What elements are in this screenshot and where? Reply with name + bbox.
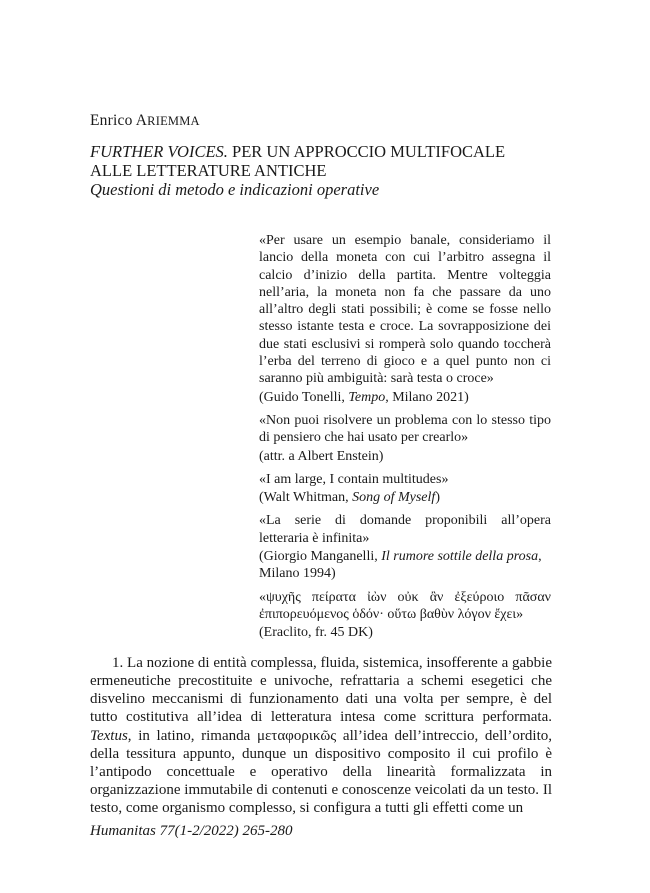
epigraph-quote: «I am large, I contain multitudes» (259, 471, 449, 487)
epigraph (259, 232, 551, 406)
title-line1-rest: PER UN APPROCCIO MULTIFOCALE (227, 142, 506, 161)
body-text (90, 654, 552, 817)
source-text: (attr. a Albert Enstein) (259, 448, 384, 464)
paragraph (90, 654, 552, 817)
article-subtitle: Questioni di metodo e indicazioni operative (90, 180, 380, 199)
epigraph-source (259, 624, 551, 641)
epigraph (259, 512, 551, 582)
author-first: Enrico (90, 112, 133, 129)
source-text: (Guido Tonelli, (259, 389, 349, 405)
source-work: Il rumore sottile della prosa (381, 549, 539, 565)
epigraph-source (259, 389, 551, 406)
epigraph-quote: «Per usare un esempio banale, consideriamo il lancio della moneta con cui l’arbitro assegna il calcio d’inizio della partita. Mentre volteggia nell’aria, la moneta non fa che passare da uno all’altro degli stati possibili; è come se fosse nello stesso istante testa e croce. La sovrapposizione dei due stati esclusivi si romperà solo quando toccherà l’erba del terreno di gioco e a quel punto non ci saranno più ambiguità: sarà testa o croce» (259, 233, 551, 387)
title-italic-part: FURTHER VOICES. (90, 142, 228, 161)
source-text: (Giorgio Manganelli, (259, 549, 382, 565)
epigraph (259, 471, 551, 507)
source-work: Song of Myself (352, 490, 436, 506)
epigraph-quote: «Non puoi risolvere un problema con lo stesso tipo di pensiero che hai usato per crearlo» (259, 412, 551, 446)
epigraph-source (259, 489, 551, 506)
source-text: ) (435, 490, 440, 506)
epigraph-quote: «ψυχῆς πείρατα ἰὼν οὐκ ἂν ἐξεύροιο πᾶσαν ἐπιπορευόμενος ὁδόν· οὕτω βαθὺν λόγον ἔχει» (259, 589, 551, 622)
source-text: , Milano 1994) (259, 549, 542, 582)
article-title (90, 142, 560, 199)
source-work: Tempo (348, 389, 386, 405)
epigraphs (259, 232, 551, 648)
title-line2: ALLE LETTERATURE ANTICHE (90, 161, 327, 180)
source-text: (Walt Whitman, (259, 490, 353, 506)
journal-citation: Humanitas 77(1-2/2022) 265-280 (90, 823, 293, 839)
epigraph-quote: «La serie di domande proponibili all’opera letteraria è infinita» (259, 513, 551, 546)
epigraph-source (259, 448, 551, 465)
author-last: ARIEMMA (135, 112, 200, 129)
epigraph (259, 412, 551, 465)
paragraph-text: , in latino, rimanda μεταφορικῶς all’idea dell’intreccio, dell’ordito, della tessitura appunto, dunque un dispositivo composito il cui profilo è l’antipodo concettuale e operativo della linearità formalizzata in organizzazione immutabile di contenuti e conoscenze veicolati da un testo. Il testo, come organismo complesso, si configura a tutti gli effetti come un (90, 727, 552, 817)
author-name (90, 112, 200, 130)
paragraph-italic: Textus (90, 727, 128, 744)
epigraph-source (259, 548, 551, 583)
source-text: , Milano 2021) (385, 389, 469, 405)
source-text: (Eraclito, fr. 45 DK) (259, 625, 373, 641)
paragraph-text: 1. La nozione di entità complessa, fluida, sistemica, insofferente a gabbie ermeneutiche precostituite e univoche, refrattaria a schemi esegetici che disvelino meccanismi di funzionamento dati una volta per sempre, è del tutto costitutiva all’idea di letteratura intesa come scrittura performata. (90, 655, 552, 726)
epigraph (259, 589, 551, 642)
